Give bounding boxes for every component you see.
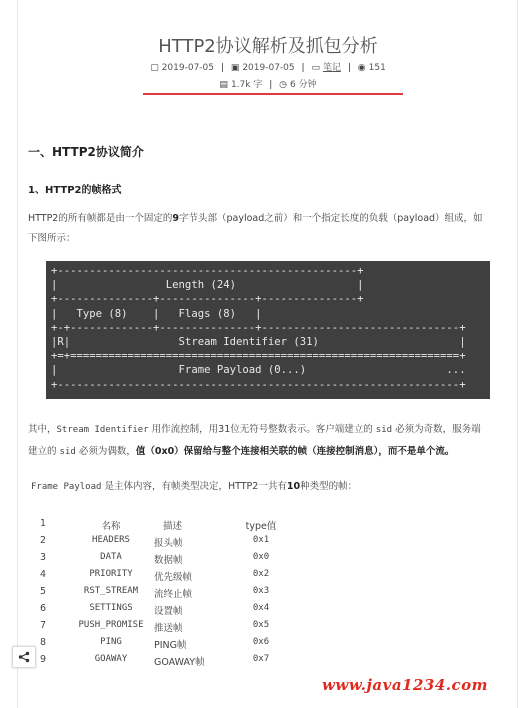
frame-type: 0x0 xyxy=(252,552,270,562)
frame-name: HEADERS xyxy=(92,535,130,545)
table-row xyxy=(28,552,328,569)
table-row xyxy=(28,637,328,654)
calendar-check-icon: ▣ xyxy=(230,63,240,73)
intro-paragraph-line1: HTTP2的所有帧都是由一个固定的9字节头部（payload之前）和一个指定长度的负载（payload）组成，如 xyxy=(28,213,483,224)
frame-desc: PING帧 xyxy=(154,640,187,651)
meta-separator: | xyxy=(347,63,351,73)
frame-type: 0x4 xyxy=(252,603,270,613)
row-number: 7 xyxy=(40,620,47,631)
frame-name: PING xyxy=(100,637,122,647)
category-link[interactable]: 笔记 xyxy=(322,63,341,73)
watermark: www.java1234.com xyxy=(322,676,489,694)
frame-desc: 设置帧 xyxy=(154,606,183,617)
clock-icon: ◷ xyxy=(279,80,287,90)
frame-type: 0x1 xyxy=(252,535,270,545)
word-count: ▤ 1.7k 字 xyxy=(219,80,263,90)
payload-paragraph: Frame Payload 是主体内容，有帧类型决定，HTTP2一共有10种类型的帧： xyxy=(31,481,358,492)
content-border-left xyxy=(17,0,18,708)
updated-date: ▣ 2019-07-05 xyxy=(230,63,295,73)
frame-name: GOAWAY xyxy=(94,654,128,664)
row-number: 5 xyxy=(40,586,47,597)
header-type: type值 xyxy=(245,521,277,532)
subsection-heading: 1、HTTP2的帧格式 xyxy=(28,185,122,196)
table-header-row xyxy=(28,518,328,535)
frame-type: 0x5 xyxy=(252,620,270,630)
title-underline xyxy=(143,93,403,95)
section-heading: 一、HTTP2协议简介 xyxy=(28,145,144,159)
frame-desc: GOAWAY帧 xyxy=(154,657,205,668)
share-icon xyxy=(18,651,30,663)
folder-icon: ▭ xyxy=(311,63,320,73)
row-number: 8 xyxy=(40,637,47,648)
table-row xyxy=(28,569,328,586)
frame-name: PUSH_PROMISE xyxy=(78,620,144,630)
table-row xyxy=(28,654,328,671)
view-count: ◉ 151 xyxy=(357,63,386,73)
header-name: 名称 xyxy=(101,521,121,532)
row-number: 4 xyxy=(40,569,47,580)
read-time: ◷ 6 分钟 xyxy=(279,80,317,90)
row-number: 1 xyxy=(40,518,47,529)
frame-name: RST_STREAM xyxy=(83,586,139,596)
published-date: ▢ 2019-07-05 xyxy=(150,63,215,73)
frame-desc: 流终止帧 xyxy=(154,589,193,600)
row-number: 2 xyxy=(40,535,47,546)
page-title: HTTP2协议解析及抓包分析 xyxy=(158,36,378,57)
frame-type: 0x7 xyxy=(252,654,270,664)
table-row xyxy=(28,586,328,603)
frame-type: 0x3 xyxy=(252,586,270,596)
frame-type: 0x6 xyxy=(252,637,270,647)
meta-separator: | xyxy=(269,80,273,90)
row-number: 6 xyxy=(40,603,47,614)
frame-desc: 推送帧 xyxy=(154,623,183,634)
frame-name: SETTINGS xyxy=(89,603,133,613)
table-row xyxy=(28,620,328,637)
frame-desc: 数据帧 xyxy=(154,555,183,566)
meta-separator: | xyxy=(220,63,224,73)
row-number: 9 xyxy=(40,654,47,665)
header-desc: 描述 xyxy=(163,521,183,532)
code-content: +-----------------------------------------------+ | Length (24) | +---------------+---------------+---------------+ | Type (8) | Flags (8) | +-+-------------+---------------+-------------------------------+ |R| Stream Identifier (31) | +=+=============================================================+ | Frame Payload (0...) ... +---------------------------------------------------------------+ xyxy=(51,265,466,391)
table-row xyxy=(28,603,328,620)
stream-paragraph-line1: 其中，Stream Identifier 用作流控制，用31位无符号整数表示。客户端建立的 sid 必须为奇数，服务端 xyxy=(28,424,481,435)
frame-desc: 报头帧 xyxy=(154,538,183,549)
file-word-icon: ▤ xyxy=(219,80,228,90)
table-row xyxy=(28,535,328,552)
frame-name: PRIORITY xyxy=(89,569,133,579)
share-button[interactable] xyxy=(12,646,36,668)
meta-separator: | xyxy=(301,63,305,73)
category xyxy=(311,63,343,73)
calendar-icon: ▢ xyxy=(150,63,159,73)
post-meta xyxy=(0,60,520,73)
frame-format-code-block xyxy=(46,261,490,399)
row-number: 3 xyxy=(40,552,47,563)
frame-type: 0x2 xyxy=(252,569,270,579)
content-border-right xyxy=(517,0,518,708)
post-stats xyxy=(0,77,520,90)
stream-paragraph-line2: 建立的 sid 必须为偶数，值（0x0）保留给与整个连接相关联的帧（连接控制消息），而不是单个流。 xyxy=(28,446,455,457)
frame-desc: 优先级帧 xyxy=(154,572,193,583)
intro-paragraph-line2: 下图所示： xyxy=(28,233,76,244)
eye-icon: ◉ xyxy=(357,63,366,73)
frame-name: DATA xyxy=(100,552,122,562)
